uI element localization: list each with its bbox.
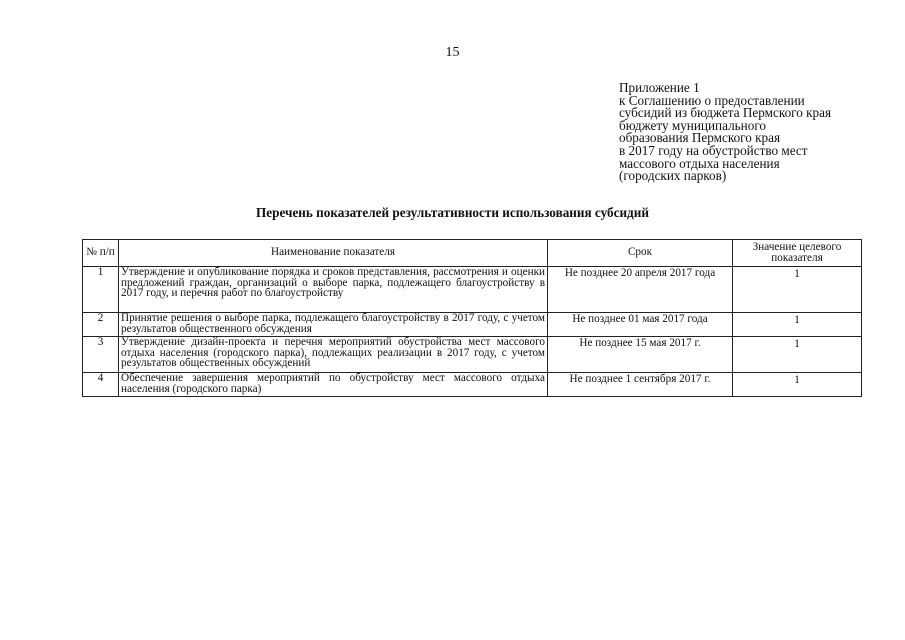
appendix-block <box>619 82 879 183</box>
appendix-line: бюджету муниципального <box>619 117 766 133</box>
cell-target: 1 <box>733 267 862 313</box>
appendix-line: субсидий из бюджета Пермского края <box>619 105 832 121</box>
cell-num: 4 <box>83 373 119 397</box>
page-number: 15 <box>445 45 460 60</box>
header-term: Срок <box>548 240 733 267</box>
header-num: № п/п <box>83 240 119 267</box>
cell-name: Утверждение и опубликование порядка и сроков представления, рассмотрения и оценки предложений граждан, организаций о выборе парка, подлежащего благоустройству в 2017 году, и перечня работ по благоустройству <box>119 267 548 313</box>
header-name: Наименование показателя <box>119 240 548 267</box>
appendix-line: в 2017 году на обустройство мест <box>619 142 808 158</box>
table-row <box>83 313 862 337</box>
indicators-table <box>82 239 862 397</box>
cell-name: Утверждение дизайн-проекта и перечня мероприятий обустройства мест массового отдыха населения (городского парка), подлежащих реализации в 2017 году, с учетом результатов общественных обсуждений <box>119 337 548 373</box>
cell-target: 1 <box>733 337 862 373</box>
table-row <box>83 373 862 397</box>
appendix-line: образования Пермского края <box>619 130 781 146</box>
cell-term: Не позднее 15 мая 2017 г. <box>548 337 733 373</box>
cell-name: Принятие решения о выборе парка, подлежащего благоустройству в 2017 году, с учетом результатов общественного обсуждения <box>119 313 548 337</box>
document-title: Перечень показателей результативности использования субсидий <box>256 205 649 220</box>
cell-num: 2 <box>83 313 119 337</box>
table-row <box>83 267 862 313</box>
cell-num: 1 <box>83 267 119 313</box>
cell-term: Не позднее 1 сентября 2017 г. <box>548 373 733 397</box>
table-header-row <box>83 240 862 267</box>
cell-num: 3 <box>83 337 119 373</box>
appendix-line: (городских парков) <box>619 168 727 184</box>
appendix-line: к Соглашению о предоставлении <box>619 92 805 108</box>
table-row <box>83 337 862 373</box>
cell-target: 1 <box>733 373 862 397</box>
appendix-line: массового отдыха населения <box>619 155 780 171</box>
cell-name: Обеспечение завершения мероприятий по обустройству мест массового отдыха населения (городского парка) <box>119 373 548 397</box>
appendix-line: Приложение 1 <box>619 80 700 95</box>
cell-term: Не позднее 01 мая 2017 года <box>548 313 733 337</box>
cell-term: Не позднее 20 апреля 2017 года <box>548 267 733 313</box>
cell-target: 1 <box>733 313 862 337</box>
header-target: Значение целевого показателя <box>733 240 862 267</box>
